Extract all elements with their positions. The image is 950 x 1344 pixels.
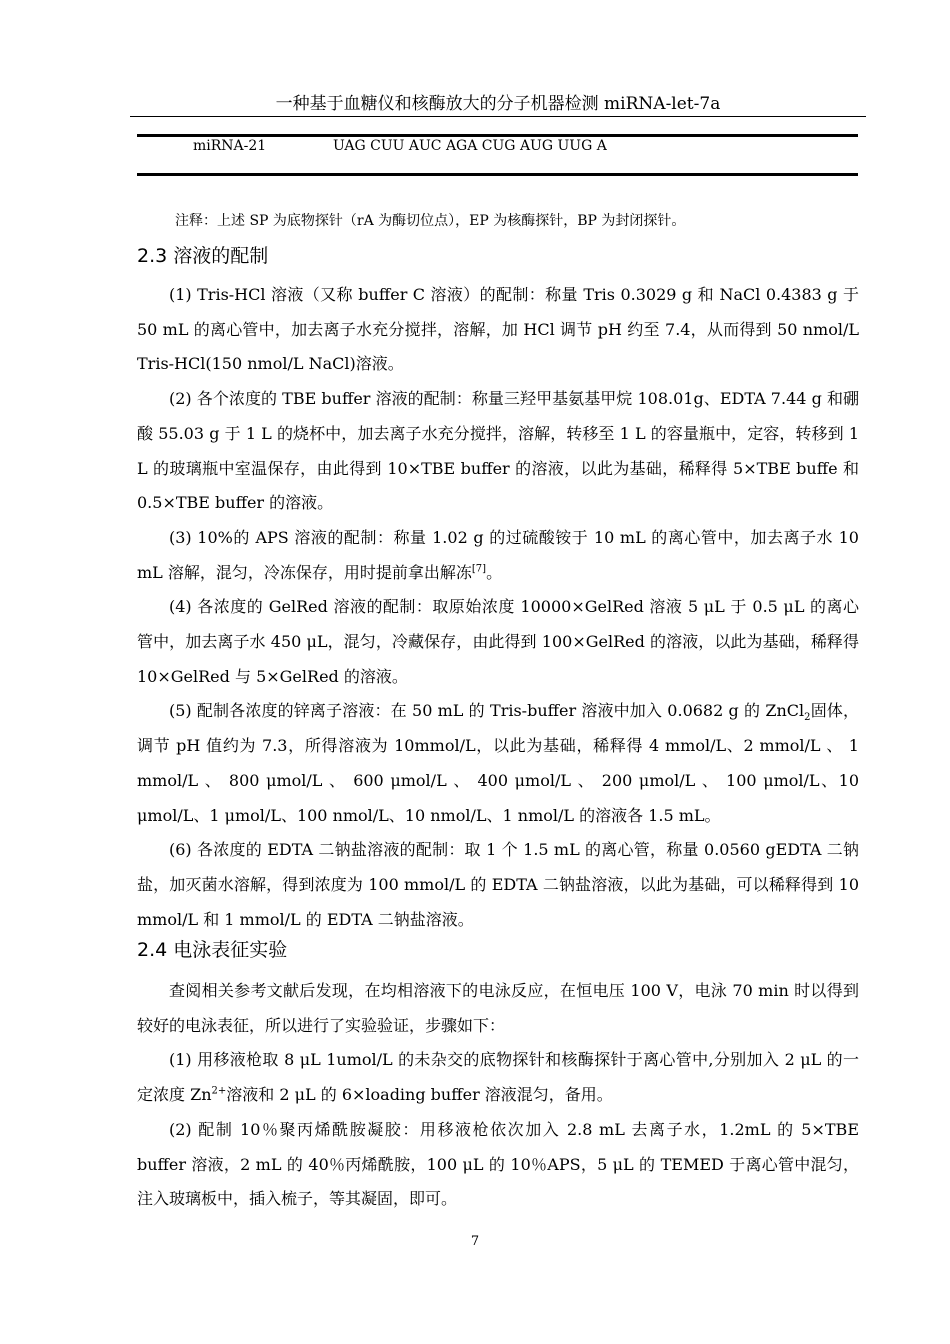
paragraph-5-text: (5) 配制各浓度的锌离子溶液：在 50 mL 的 Tris-buffer 溶液中加入 0.0682 g 的 ZnCl (169, 701, 805, 721)
step-1 (137, 1043, 859, 1112)
table-bottom-rule (137, 173, 858, 176)
paragraph-2: (2) 各个浓度的 TBE buffer 溶液的配制：称量三羟甲基氨基甲烷 108.01g、EDTA 7.44 g 和硼酸 55.03 g 于 1 L 的烧杯中，加去离子水充分搅拌，溶解，转移至 1 L 的容量瓶中，定容，转移到 1 L 的玻璃瓶中室温保存，由此得到 10×TBE buffer 的溶液，以此为基础，稀释得 5×TBE buffe 和 0.5×TBE buffer 的溶液。 (137, 389, 859, 513)
step-1-text: (1) 用移液枪取 8 μL 1umol/L 的未杂交的底物探针和核酶探针于离心管中,分别加入 2 μL 的一定浓度 Zn (137, 1050, 859, 1105)
paragraph-5 (137, 694, 859, 833)
subscript: 2 (804, 712, 811, 724)
paragraph-1: (1) Tris-HCl 溶液（又称 buffer C 溶液）的配制：称量 Tris 0.3029 g 和 NaCl 0.4383 g 于 50 mL 的离心管中，加去离子水充分搅拌，溶解，加 HCl 调节 pH 约至 7.4，从而得到 50 nmol/L Tris-HCl(150 nmol/L NaCl)溶液。 (137, 285, 859, 374)
section-2-4-body (137, 974, 859, 1217)
section-heading-2-4: 2.4 电泳表征实验 (137, 939, 288, 961)
paragraph-3 (137, 521, 859, 590)
paragraph-3-end: 。 (486, 562, 503, 582)
table-cell-sequence: UAG CUU AUC AGA CUG AUG UUG A (333, 138, 607, 154)
step-1-rest: 溶液和 2 μL 的 6×loading buffer 溶液混匀，备用。 (226, 1085, 613, 1105)
superscript: 2+ (211, 1085, 227, 1097)
paragraph-intro: 查阅相关参考文献后发现，在均相溶液下的电泳反应，在恒电压 100 V，电泳 70 min 时以得到较好的电泳表征，所以进行了实验验证，步骤如下： (137, 981, 859, 1035)
section-heading-2-3: 2.3 溶液的配制 (137, 245, 269, 267)
table-cell-name: miRNA-21 (193, 138, 267, 154)
paragraph-6: (6) 各浓度的 EDTA 二钠盐溶液的配制：取 1 个 1.5 mL 的离心管，称量 0.0560 gEDTA 二钠盐，加灭菌水溶解，得到浓度为 100 mmol/L 的 EDTA 二钠盐溶液，以此为基础，可以稀释得到 10 mmol/L 和 1 mmol/L 的 EDTA 二钠盐溶液。 (137, 840, 859, 929)
paragraph-4: (4) 各浓度的 GelRed 溶液的配制：取原始浓度 10000×GelRed 溶液 5 μL 于 0.5 μL 的离心管中，加去离子水 450 μL，混匀，冷藏保存，由此得到 100×GelRed 的溶液，以此为基础，稀释得 10×GelRed 与 5×GelRed 的溶液。 (137, 597, 859, 686)
page-number: 7 (470, 1234, 480, 1249)
citation-ref: [7] (471, 563, 487, 575)
step-2: (2) 配制 10％聚丙烯酰胺凝胶：用移液枪依次加入 2.8 mL 去离子水，1.2mL 的 5×TBE buffer 溶液，2 mL 的 40％丙烯酰胺，100 μL 的 10％APS，5 μL 的 TEMED 于离心管中混匀，注入玻璃板中，插入梳子，等其凝固，即可。 (137, 1119, 859, 1209)
paragraph-3-text: (3) 10%的 APS 溶液的配制：称量 1.02 g 的过硫酸铵于 10 mL 的离心管中，加去离子水 10 mL 溶解，混匀，冷冻保存，用时提前拿出解冻 (137, 527, 859, 582)
section-2-3-body (137, 278, 859, 937)
running-header: 一种基于血糖仪和核酶放大的分子机器检测 miRNA-let-7a (275, 94, 721, 114)
table-row (0, 137, 950, 157)
table-note: 注释：上述 SP 为底物探针（rA 为酶切位点），EP 为核酶探针，BP 为封闭探针。 (175, 213, 686, 229)
header-rule (130, 116, 866, 117)
paragraph-5-rest: 固体，调节 pH 值约为 7.3，所得溶液为 10mmol/L，以此为基础，稀释得 4 mmol/L、2 mmol/L 、 1 mmol/L 、 800 μmol/L 、 600 μmol/L 、 400 μmol/L 、 200 μmol/L 、 100 μmol/L、10 μmol/L、1 μmol/L、100 nmol/L、10 nmol/L、1 nmol/L 的溶液各 1.5 mL。 (137, 701, 859, 825)
